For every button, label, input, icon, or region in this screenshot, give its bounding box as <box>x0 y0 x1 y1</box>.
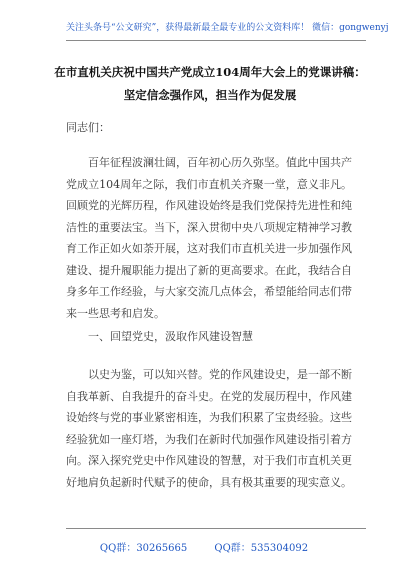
document-title-line1: 在市直机关庆祝中国共产党成立104周年大会上的党课讲稿： <box>54 65 366 79</box>
header-divider <box>66 40 366 41</box>
footer-qq-group-1: QQ群：30265665 <box>99 543 188 554</box>
document-title-line2: 坚定信念强作风，担当作为促发展 <box>123 88 297 102</box>
paragraph-intro: 百年征程波澜壮阔，百年初心历久弥坚。值此中国共产党成立104周年之际，我们市直机关齐聚一堂，意义非凡。回顾党的光辉历程，作风建设始终是我们党保持先进性和纯洁性的重要法宝。当下，深入贯彻中央八项规定精神学习教育工作正如火如荼开展，这对我们市直机关进一步加强作风建设、提升履职能力提出了新的更高要求。在此，我结合自身多年工作经验，与大家交流几点体会，希望能给同志们带来一些思考和启发。 <box>66 156 352 320</box>
footer <box>0 539 408 554</box>
paragraph-section1: 以史为鉴，可以知兴替。党的作风建设史，是一部不断自我革新、自我提升的奋斗史。在党的发展历程中，作风建设始终与党的事业紧密相连，为我们积累了宝贵经验。这些经验犹如一座灯塔，为我们在新时代加强作风建设指引着方向。深入探究党史中作风建设的智慧，对于我们市直机关更好地肩负起新时代赋予的使命，具有极其重要的现实意义。 <box>66 368 352 489</box>
header-banner: 关注头条号“公文研究”，获得最新最全最专业的公文资料库！ 微信：gongwenyj <box>66 23 389 33</box>
footer-qq-group-2: QQ群：535304092 <box>214 543 309 554</box>
footer-divider <box>66 528 366 529</box>
section-heading: 一、回望党史，汲取作风建设智慧 <box>88 330 253 343</box>
salutation: 同志们： <box>66 121 110 134</box>
